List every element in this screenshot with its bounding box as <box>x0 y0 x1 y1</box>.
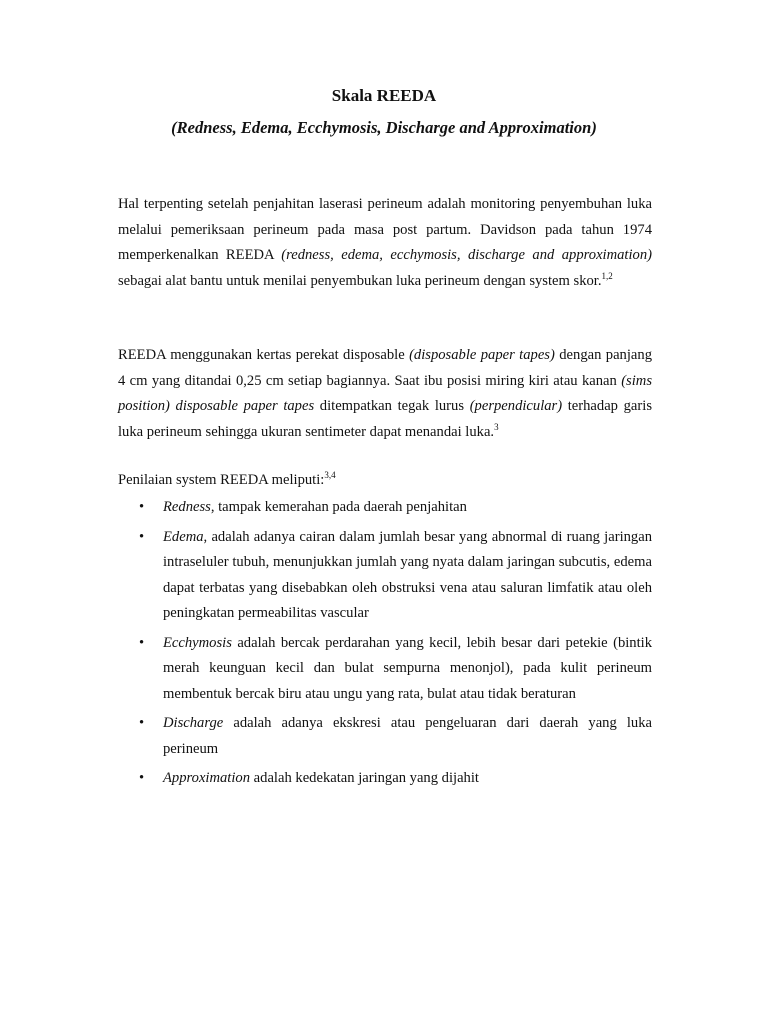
criteria-term: Redness <box>163 499 211 515</box>
paragraph-text: Penilaian system REEDA meliputi: <box>118 472 325 488</box>
paragraph-italic-text: (perpendicular) <box>469 398 563 414</box>
list-item-approximation <box>118 766 652 792</box>
paragraph-italic-text: (sims position) disposable paper tapes <box>118 372 652 414</box>
paragraph-text: ditempatkan tegak lurus <box>314 398 470 414</box>
paragraph-intro <box>118 192 652 294</box>
paragraph-method <box>118 343 652 445</box>
criteria-term: Discharge <box>163 715 224 731</box>
paragraph-text: sebagai alat bantu untuk menilai penyembukan luka perineum dengan system skor. <box>118 272 602 289</box>
bullet-icon: • <box>139 634 145 651</box>
bullet-icon: • <box>139 770 145 786</box>
criteria-description: adalah bercak perdarahan yang kecil, lebih besar dari petekie (bintik merah keunguan kecil dan bulat sempurna menonjol), pada kulit perineum membentuk bercak biru atau ungu yang rata, bulat atau tidak beraturan <box>163 634 652 702</box>
page-title: Skala REEDA <box>331 86 437 105</box>
page-subtitle: (Redness, Edema, Ecchymosis, Discharge and Approximation) <box>171 118 597 137</box>
reeda-criteria-list <box>118 495 652 796</box>
paragraph-text: terhadap garis luka perineum sehingga ukuran sentimeter dapat menandai luka. <box>118 398 653 440</box>
paragraph-text: REEDA menggunakan kertas perekat disposable <box>118 347 410 363</box>
criteria-description: , adalah adanya cairan dalam jumlah besar yang abnormal di ruang jaringan intraseluler tubuh, menunjukkan jumlah yang nyata dalam jaringan subcutis, edema dapat terbatas yang disebabkan oleh obstruksi vena atau saluran limfatik atau oleh peningkatan permeabilitas vascular <box>163 528 652 621</box>
criteria-term: Ecchymosis <box>163 634 232 651</box>
citation-superscript: 3,4 <box>324 470 336 481</box>
paragraph-assessment-intro <box>118 468 652 494</box>
paragraph-text: Hal terpenting setelah penjahitan laserasi perineum adalah monitoring penyembuhan luka melalui pemeriksaan perineum pada masa post partum. Davidson pada tahun 1974 memperkenalkan REEDA <box>118 196 652 263</box>
bullet-icon: • <box>139 715 145 731</box>
bullet-icon: • <box>139 528 145 545</box>
bullet-icon: • <box>139 499 145 515</box>
paragraph-text: dengan panjang 4 cm yang ditandai 0,25 cm setiap bagiannya. Saat ibu posisi miring kiri atau kanan <box>118 347 652 389</box>
list-item-ecchymosis <box>118 631 652 708</box>
citation-superscript: 3 <box>494 421 499 432</box>
criteria-description: adalah adanya ekskresi atau pengeluaran dari daerah yang luka perineum <box>163 715 652 757</box>
list-item-redness <box>118 495 652 521</box>
paragraph-italic-text: (disposable paper tapes) <box>409 347 555 363</box>
citation-superscript: 1,2 <box>601 270 613 281</box>
criteria-description: , tampak kemerahan pada daerah penjahitan <box>210 499 467 515</box>
list-item-edema <box>118 525 652 627</box>
criteria-term: Approximation <box>163 770 251 786</box>
paragraph-italic-text: (redness, edema, ecchymosis, discharge and approximation) <box>281 247 652 263</box>
criteria-description: adalah kedekatan jaringan yang dijahit <box>250 770 479 786</box>
criteria-term: Edema <box>163 528 204 545</box>
list-item-discharge <box>118 711 652 762</box>
